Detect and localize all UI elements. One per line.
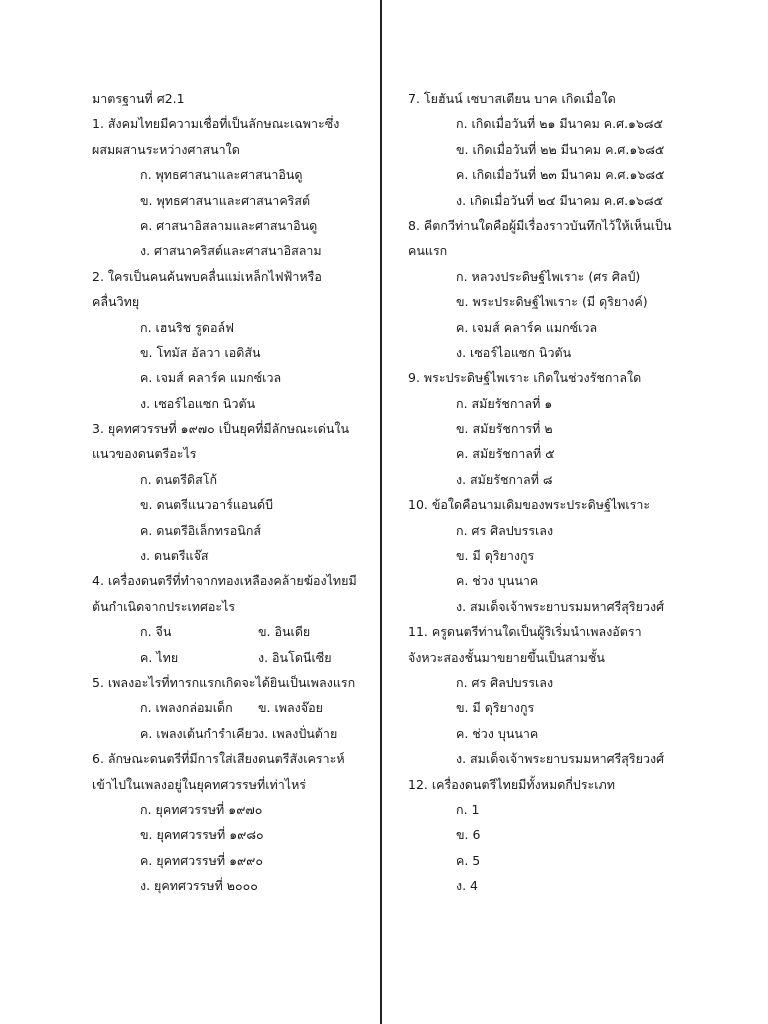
choice-c: ค. ดนตรีอิเล็กทรอนิกส์: [140, 522, 262, 538]
question-text: 12. เครื่องดนตรีไทยมีทั้งหมดกี่ประเภท: [408, 776, 616, 792]
question-text: คนแรก: [408, 243, 448, 259]
choice-b: ข. สมัยรัชการที่ ๒: [456, 421, 553, 437]
choice-row: [92, 695, 374, 720]
choice-a: ก. ดนตรีดิสโก้: [140, 471, 218, 487]
question-text: 6. ลักษณะดนตรีที่มีการใส่เสียงดนตรีสังเคราะห์: [92, 751, 345, 767]
choice-b: ข. ดนตรีแนวอาร์แอนด์บี: [140, 497, 274, 513]
choice-d: ง. เกิดเมื่อวันที่ ๒๔ มีนาคม ค.ศ.๑๖๘๕: [456, 192, 664, 208]
choice-c: ค. เกิดเมื่อวันที่ ๒๓ มีนาคม ค.ศ.๑๖๘๕: [456, 167, 665, 183]
question-text: เข้าไปในเพลงอยู่ในยุคทศวรรษที่เท่าไหร่: [92, 776, 307, 792]
choice-c: ค. ช่วง บุนนาค: [456, 573, 539, 589]
choice-d: ง. ยุคทศวรรษที่ ๒๐๐๐: [140, 878, 258, 894]
choice-a: ก. 1: [456, 801, 480, 817]
question-1: [92, 111, 374, 263]
choice-a: ก. พุทธศาสนาและศาสนาอินดู: [140, 167, 303, 183]
choice-d: ง. สมัยรัชกาลที่ ๘: [456, 471, 553, 487]
choice-a: ก. ศร ศิลปบรรเลง: [456, 522, 554, 538]
choice-c: ค. สมัยรัชกาลที่ ๕: [456, 446, 555, 462]
choice-c: ค. 5: [456, 852, 481, 868]
choice-row: [92, 645, 374, 670]
choice-row: [92, 619, 374, 644]
choice-a: ก. เฮนริช รูดอล์ฟ: [140, 319, 234, 335]
choice-c: ค. เพลงเต้นกำรำเคียว: [140, 725, 259, 741]
question-2: [92, 264, 374, 416]
choice-d: ง. ศาสนาคริสต์และศาสนาอิสลาม: [140, 243, 322, 259]
left-column: [92, 86, 374, 899]
question-text: 4. เครื่องดนตรีที่ทำจากทองเหลืองคล้ายฆ้องไทยมี: [92, 573, 357, 589]
question-text: 8. คีตกวีท่านใดคือผู้มีเรื่องราวบันทึกไว้ให้เห็นเป็น: [408, 217, 672, 233]
question-text: 9. พระประดิษฐ์ไพเราะ เกิดในช่วงรัชกาลใด: [408, 370, 642, 386]
question-text: 5. เพลงอะไรที่ทารกแรกเกิดจะได้ยินเป็นเพลงแรก: [92, 674, 356, 690]
choice-a: ก. เพลงกล่อมเด็ก: [140, 700, 233, 716]
choice-c: ค. เจมส์ คลาร์ค แมกซ์เวล: [140, 370, 282, 386]
question-11: [408, 619, 758, 771]
column-divider: [380, 0, 382, 1024]
question-10: [408, 492, 758, 619]
question-text: 2. ใครเป็นคนค้นพบคลื่นแม่เหล็กไฟฟ้าหรือ: [92, 268, 322, 284]
question-text: จังหวะสองชั้นมาขยายขึ้นเป็นสามชั้น: [408, 649, 605, 665]
choice-a: ก. ยุคทศวรรษที่ ๑๙๗๐: [140, 801, 263, 817]
choice-c: ค. เจมส์ คลาร์ค แมกซ์เวล: [456, 319, 598, 335]
choice-a: ก. จีน: [140, 624, 172, 640]
question-9: [408, 365, 758, 492]
choice-b: ข. ยุคทศวรรษที่ ๑๙๘๐: [140, 827, 264, 843]
choice-d: ง. เซอร์ไอแซก นิวตัน: [140, 395, 256, 411]
question-text: 3. ยุคทศวรรษที่ ๑๙๗๐ เป็นยุคที่มีลักษณะเด่นใน: [92, 421, 350, 437]
choice-d: ง. สมเด็จเจ้าพระยาบรมมหาศรีสุริยวงศ์: [456, 598, 665, 614]
choice-d: ง. อินโดนีเซีย: [258, 649, 332, 665]
choice-a: ก. สมัยรัชกาลที่ ๑: [456, 395, 553, 411]
choice-b: ข. เกิดเมื่อวันที่ ๒๒ มีนาคม ค.ศ.๑๖๘๕: [456, 141, 665, 157]
question-3: [92, 416, 374, 568]
question-text: ต้นกำเนิดจากประเทศอะไร: [92, 598, 236, 614]
choice-a: ก. ศร ศิลปบรรเลง: [456, 674, 554, 690]
question-text: ผสมผสานระหว่างศาสนาใด: [92, 141, 240, 157]
question-text: คลื่นวิทยุ: [92, 294, 140, 310]
choice-b: ข. 6: [456, 827, 481, 843]
choice-b: ข. มี ดุริยางกูร: [456, 700, 535, 716]
choice-a: ก. หลวงประดิษฐ์ไพเราะ (ศร ศิลป์): [456, 268, 641, 284]
choice-a: ก. เกิดเมื่อวันที่ ๒๑ มีนาคม ค.ศ.๑๖๘๕: [456, 116, 664, 132]
choice-d: ง. สมเด็จเจ้าพระยาบรมมหาศรีสุริยวงศ์: [456, 751, 665, 767]
choice-b: ข. พุทธศาสนาและศาสนาคริสต์: [140, 192, 311, 208]
choice-b: ข. โทมัส อัลวา เอดิสัน: [140, 344, 261, 360]
choice-d: ง. ดนตรีแจ๊ส: [140, 548, 209, 564]
choice-d: ง. เซอร์ไอแซก นิวตัน: [456, 344, 572, 360]
standard-heading: มาตรฐานที่ ศ2.1: [92, 91, 185, 106]
choice-c: ค. ยุคทศวรรษที่ ๑๙๙๐: [140, 852, 263, 868]
question-text: 1. สังคมไทยมีความเชื่อที่เป็นลักษณะเฉพาะซึ่ง: [92, 116, 340, 132]
choice-b: ข. เพลงจ๊อย: [258, 700, 323, 716]
choice-b: ข. มี ดุริยางกูร: [456, 548, 535, 564]
question-text: 11. ครูดนตรีท่านใดเป็นผู้ริเริ่มนำเพลงอัตรา: [408, 624, 642, 640]
choice-c: ค. ไทย: [140, 649, 179, 665]
question-6: [92, 746, 374, 898]
question-5: [92, 670, 374, 746]
question-text: 7. โยฮันน์ เซบาสเตียน บาค เกิดเมื่อใด: [408, 91, 616, 106]
question-text: 10. ข้อใดคือนามเดิมของพระประดิษฐ์ไพเราะ: [408, 497, 651, 513]
question-text: แนวของดนตรีอะไร: [92, 446, 197, 462]
choice-row: [92, 721, 374, 746]
question-7: [408, 86, 758, 213]
choice-c: ค. ช่วง บุนนาค: [456, 725, 539, 741]
choice-c: ค. ศาสนาอิสลามและศาสนาอินดู: [140, 217, 318, 233]
choice-b: ข. อินเดีย: [258, 624, 311, 640]
right-column: [408, 86, 758, 899]
question-12: [408, 772, 758, 899]
choice-d: ง. เพลงปั่นต้าย: [258, 725, 338, 741]
question-8: [408, 213, 758, 365]
choice-d: ง. 4: [456, 878, 479, 894]
question-4: [92, 568, 374, 670]
choice-b: ข. พระประดิษฐ์ไพเราะ (มี ดุริยางค์): [456, 294, 648, 310]
